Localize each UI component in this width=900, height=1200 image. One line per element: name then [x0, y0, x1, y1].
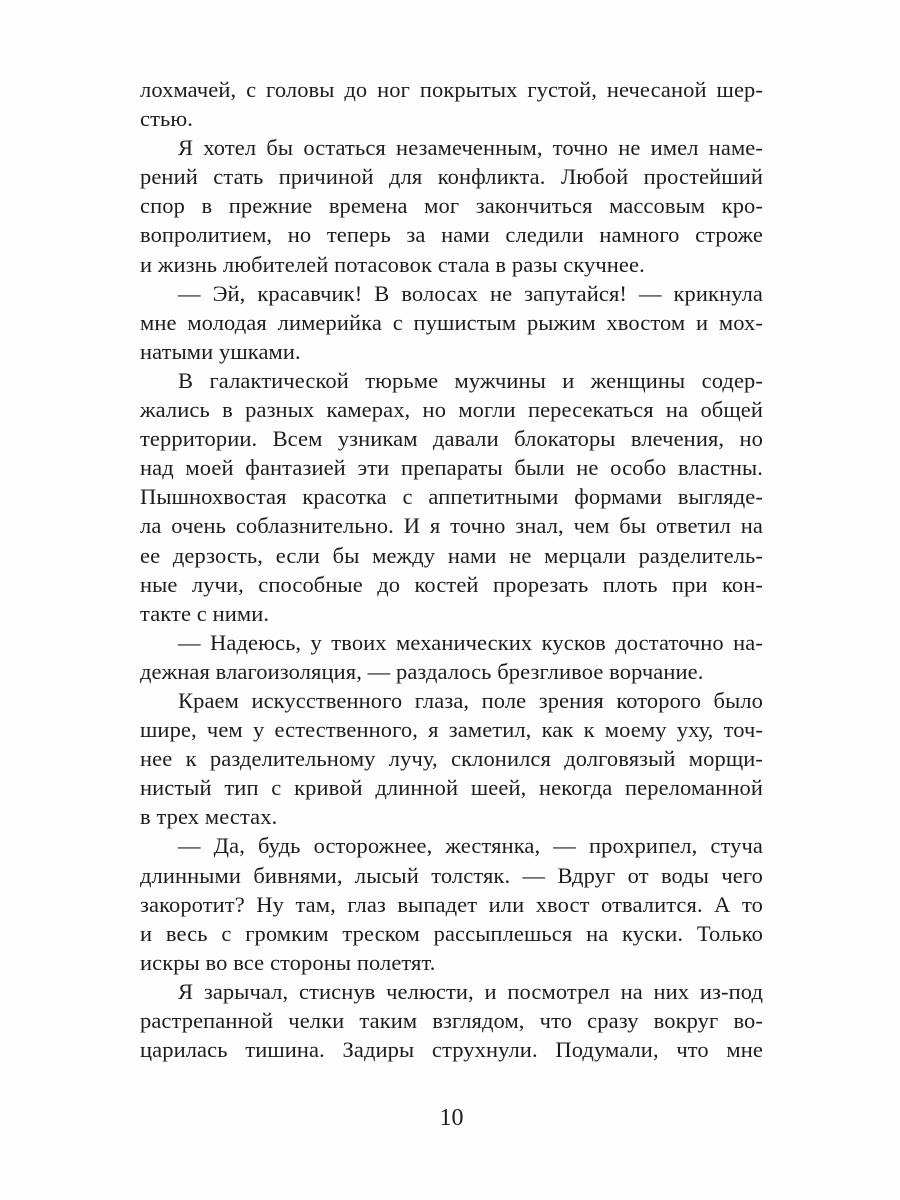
text-line: лохмачей, с головы до ног покрытых густой, нечесаной шер- [140, 77, 763, 102]
text-line: искры во все стороны полетят. [140, 949, 436, 975]
text-line: Пышнохвостая красотка с аппетитными формами выгляде- [140, 484, 763, 510]
text-line: такте с ними. [140, 600, 270, 626]
text-line: В галактической тюрьме мужчины и женщины содер- [178, 367, 763, 393]
page-number: 10 [439, 1105, 464, 1131]
text-block [140, 75, 763, 1064]
text-line: спор в прежние времена мог закончиться массовым кро- [140, 193, 763, 219]
text-line: мне молодая лимерийка с пушистым рыжим хвостом и мох- [140, 309, 763, 335]
text-line: дежная влагоизоляция, — раздалось брезгливое ворчание. [140, 658, 704, 684]
text-line: натыми ушками. [140, 338, 301, 364]
text-line: стью. [140, 106, 194, 132]
text-line: — Эй, красавчик! В волосах не запутайся! — крикнула [178, 280, 763, 306]
text-line: — Надеюсь, у твоих механических кусков достаточно на- [178, 629, 763, 655]
text-line: Краем искусственного глаза, поле зрения которого было [178, 687, 763, 713]
paragraph [140, 366, 763, 628]
text-line: — Да, будь осторожнее, жестянка, — прохрипел, стуча [178, 833, 763, 859]
text-line: и жизнь любителей потасовок стала в разы скучнее. [140, 251, 645, 277]
text-line: ные лучи, способные до костей прорезать плоть при кон- [140, 571, 763, 597]
paragraph [140, 628, 763, 686]
paragraph [140, 831, 763, 976]
text-line: царилась тишина. Задиры струхнули. Подумали, что мне [140, 1037, 763, 1063]
text-line: ла очень соблазнительно. И я точно знал, чем бы ответил на [140, 513, 763, 539]
text-line: и весь с громким треском рассыплешься на куски. Только [140, 920, 763, 946]
paragraph [140, 133, 763, 278]
text-line: вопролитием, но теперь за нами следили намного строже [140, 222, 763, 248]
text-line: шире, чем у естественного, я заметил, как к моему уху, точ- [140, 717, 763, 743]
text-line: рений стать причиной для конфликта. Любой простейший [140, 164, 763, 190]
text-line: в трех местах. [140, 804, 278, 830]
text-line: жались в разных камерах, но могли пересекаться на общей [140, 397, 763, 423]
text-line: Я хотел бы остаться незамеченным, точно не имел наме- [178, 135, 763, 161]
text-line: нистый тип с кривой длинной шеей, некогда переломанной [140, 775, 763, 801]
paragraph [140, 977, 763, 1064]
paragraph [140, 75, 763, 133]
paragraph [140, 279, 763, 366]
paragraph [140, 686, 763, 831]
text-line: нее к разделительному лучу, склонился долговязый морщи- [140, 746, 763, 772]
text-line: растрепанной челки таким взглядом, что сразу вокруг во- [140, 1008, 763, 1033]
text-line: Я зарычал, стиснув челюсти, и посмотрел на них из-под [178, 978, 763, 1004]
text-line: над моей фантазией эти препараты были не особо властны. [140, 455, 763, 481]
text-line: территории. Всем узникам давали блокаторы влечения, но [140, 426, 763, 452]
text-line: длинными бивнями, лысый толстяк. — Вдруг от воды чего [140, 862, 763, 888]
text-line: ее дерзость, если бы между нами не мерцали разделитель- [140, 542, 763, 568]
text-line: закоротит? Ну там, глаз выпадет или хвост отвалится. А то [140, 891, 763, 917]
